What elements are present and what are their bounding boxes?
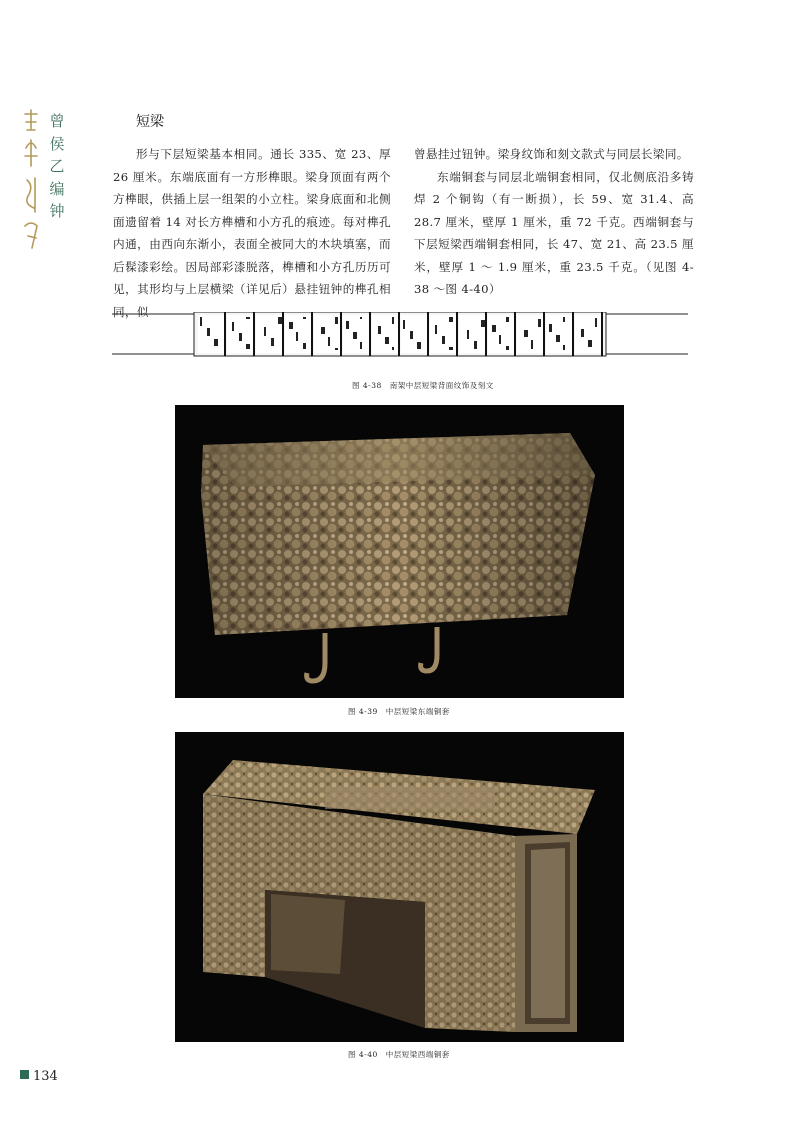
page-marker-icon <box>20 1070 29 1079</box>
bronze-sleeve-box-image <box>175 405 624 698</box>
photo-east-bronze-sleeve <box>175 405 624 698</box>
title-char: 钟 <box>49 202 65 220</box>
right-text-column <box>414 143 694 301</box>
rubbing-panel <box>546 315 572 353</box>
section-heading: 短梁 <box>136 114 164 130</box>
figure-caption: 图 4-40 中层短梁西端铜套 <box>348 1050 450 1059</box>
page-number <box>20 1069 58 1084</box>
vertical-book-title <box>47 110 67 223</box>
title-char: 乙 <box>49 157 65 175</box>
title-char: 侯 <box>49 134 65 153</box>
ornament-rubbing-strip <box>112 312 688 360</box>
figure-caption: 图 4-38 南架中层短梁背面纹饰及刻文 <box>352 381 494 390</box>
body-paragraph: 形与下层短梁基本相同。通长 335、宽 23、厚 26 厘米。东端底面有一方形榫眼。梁身顶面有两个方榫眼，供插上层一组架的小立柱。梁身底面和北侧面遗留着 14 对长方榫槽和小方孔的痕迹。每对榫孔内通，由西向东渐小，表面全被同大的木块填塞，而后髹漆彩绘。因局部彩漆脱落，榫槽和小方孔历历可见，其形均与上层横梁（详见后）悬挂钮钟的榫孔相同，似 <box>113 147 391 319</box>
body-paragraph: 曾悬挂过钮钟。梁身纹饰和刻文款式与同层长梁同。 <box>414 147 689 161</box>
figure-caption: 图 4-39 中层短梁东端铜套 <box>348 707 450 716</box>
photo-west-bronze-sleeve <box>175 732 624 1042</box>
title-char: 曾 <box>49 112 65 130</box>
rubbing-panel <box>488 315 514 353</box>
rubbing-panel <box>372 315 398 353</box>
page-number-text: 134 <box>33 1069 58 1084</box>
title-char: 编 <box>49 179 65 198</box>
bronze-sleeve-bridge-image <box>175 732 624 1042</box>
body-paragraph: 东端铜套与同层北端铜套相同，仅北侧底沿多铸焊 2 个铜钩（有一断损），长 59、宽 31.4、高 28.7 厘米，壁厚 1 厘米，重 72 千克。西端铜套与下层短梁西端铜套相同，长 47、宽 21、高 23.5 厘米，壁厚 1 ～ 1.9 厘米，重 23.5 千克。（见图 4-38 ～图 4-40） <box>414 169 694 296</box>
side-running-title <box>22 108 72 258</box>
calligraphy-logo-icon <box>22 108 40 253</box>
left-text-column <box>113 143 391 323</box>
rubbing-panel <box>575 315 601 353</box>
